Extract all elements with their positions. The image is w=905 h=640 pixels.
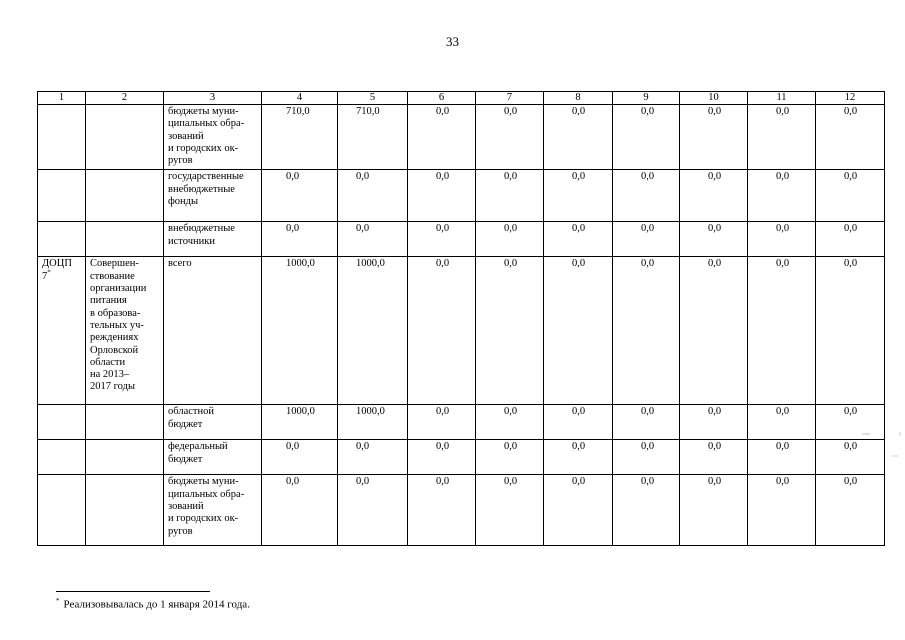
program-code-cell (38, 405, 86, 440)
amount-cell: 0,0 (613, 405, 680, 440)
amount-cell: 0,0 (680, 440, 748, 475)
amount-cell: 0,0 (816, 170, 885, 222)
amount-cell: 0,0 (476, 257, 544, 405)
amount-cell: 0,0 (408, 170, 476, 222)
column-header: 3 (164, 92, 262, 105)
amount-cell: 0,0 (816, 440, 885, 475)
amount-cell: 0,0 (476, 170, 544, 222)
amount-cell: 0,0 (338, 170, 408, 222)
table-row (38, 105, 885, 170)
column-header: 4 (262, 92, 338, 105)
table-row (38, 475, 885, 546)
table-row (38, 405, 885, 440)
table-row (38, 170, 885, 222)
footnote-text: Реализовывалась до 1 января 2014 года. (63, 598, 250, 611)
amount-cell: 0,0 (476, 222, 544, 257)
amount-cell: 0,0 (544, 405, 613, 440)
table-row (38, 222, 885, 257)
amount-cell: 0,0 (408, 475, 476, 546)
amount-cell: 0,0 (613, 222, 680, 257)
amount-cell: 0,0 (680, 170, 748, 222)
amount-cell: 0,0 (816, 257, 885, 405)
amount-cell: 0,0 (476, 405, 544, 440)
amount-cell: 1000,0 (262, 257, 338, 405)
column-header: 10 (680, 92, 748, 105)
amount-cell: 0,0 (262, 222, 338, 257)
amount-cell: 0,0 (816, 105, 885, 170)
program-name-cell (86, 440, 164, 475)
amount-cell: 0,0 (613, 105, 680, 170)
column-header: 6 (408, 92, 476, 105)
table-body (38, 105, 885, 546)
footnote-reference: * (47, 268, 51, 277)
amount-cell: 0,0 (613, 475, 680, 546)
column-header: 2 (86, 92, 164, 105)
program-name-cell (86, 475, 164, 546)
amount-cell: 710,0 (338, 105, 408, 170)
amount-cell: 0,0 (544, 105, 613, 170)
amount-cell: 0,0 (748, 405, 816, 440)
program-code-cell (38, 440, 86, 475)
funding-source-cell: бюджеты муни- ципальных обра- зований и городских ок- ругов (164, 105, 262, 170)
program-name-cell (86, 222, 164, 257)
amount-cell: 0,0 (680, 475, 748, 546)
program-name-cell (86, 105, 164, 170)
amount-cell: 1000,0 (262, 405, 338, 440)
program-code: ДОЦП 7 (42, 258, 72, 282)
funding-source-cell: областной бюджет (164, 405, 262, 440)
amount-cell: 0,0 (816, 405, 885, 440)
funding-source-cell: федеральный бюджет (164, 440, 262, 475)
amount-cell: 1000,0 (338, 257, 408, 405)
program-code-cell (38, 222, 86, 257)
amount-cell: 0,0 (476, 105, 544, 170)
program-code-cell (38, 475, 86, 546)
amount-cell: 0,0 (408, 440, 476, 475)
amount-cell: 0,0 (816, 222, 885, 257)
funding-source-cell: бюджеты муни- ципальных обра- зований и городских ок- ругов (164, 475, 262, 546)
amount-cell: 0,0 (613, 440, 680, 475)
program-code-cell (38, 170, 86, 222)
table-row (38, 440, 885, 475)
table-header-row (38, 92, 885, 105)
amount-cell: 0,0 (544, 440, 613, 475)
program-name-cell (86, 170, 164, 222)
amount-cell: 0,0 (748, 105, 816, 170)
column-header: 12 (816, 92, 885, 105)
column-header: 11 (748, 92, 816, 105)
column-header: 9 (613, 92, 680, 105)
amount-cell: 0,0 (748, 475, 816, 546)
program-name-cell (86, 405, 164, 440)
footnote-divider (56, 591, 210, 592)
funding-source-cell: всего (164, 257, 262, 405)
amount-cell: 0,0 (544, 257, 613, 405)
column-header: 8 (544, 92, 613, 105)
amount-cell: 1000,0 (338, 405, 408, 440)
amount-cell: 0,0 (748, 440, 816, 475)
amount-cell: 0,0 (544, 222, 613, 257)
amount-cell: 0,0 (262, 170, 338, 222)
amount-cell: 0,0 (544, 170, 613, 222)
funding-source-cell: государственные внебюджетные фонды (164, 170, 262, 222)
funding-source-cell: внебюджетные источники (164, 222, 262, 257)
amount-cell: 0,0 (748, 257, 816, 405)
amount-cell: 0,0 (613, 257, 680, 405)
column-header: 5 (338, 92, 408, 105)
amount-cell: 0,0 (338, 222, 408, 257)
budget-table (37, 91, 885, 546)
column-header: 1 (38, 92, 86, 105)
amount-cell: 0,0 (408, 257, 476, 405)
amount-cell: 0,0 (476, 475, 544, 546)
amount-cell: 0,0 (613, 170, 680, 222)
footnote-mark: * (56, 597, 60, 605)
amount-cell: 0,0 (408, 105, 476, 170)
amount-cell: 0,0 (408, 222, 476, 257)
amount-cell: 0,0 (476, 440, 544, 475)
amount-cell: 0,0 (748, 170, 816, 222)
amount-cell: 0,0 (408, 405, 476, 440)
amount-cell: 0,0 (338, 440, 408, 475)
program-code-cell (38, 257, 86, 405)
amount-cell: 0,0 (680, 105, 748, 170)
amount-cell: 0,0 (816, 475, 885, 546)
amount-cell: 710,0 (262, 105, 338, 170)
amount-cell: 0,0 (680, 257, 748, 405)
amount-cell: 0,0 (680, 222, 748, 257)
amount-cell: 0,0 (338, 475, 408, 546)
program-code-cell (38, 105, 86, 170)
amount-cell: 0,0 (680, 405, 748, 440)
page-number: 33 (446, 34, 459, 49)
amount-cell: 0,0 (544, 475, 613, 546)
table-row (38, 257, 885, 405)
scan-artifact-marks (862, 420, 902, 460)
footnote (56, 597, 250, 611)
amount-cell: 0,0 (748, 222, 816, 257)
column-header: 7 (476, 92, 544, 105)
program-name-cell: Совершен- ствование организации питания в образова- тельных уч- реждениях Орловской области на 2013– 2017 годы (86, 257, 164, 405)
amount-cell: 0,0 (262, 475, 338, 546)
amount-cell: 0,0 (262, 440, 338, 475)
